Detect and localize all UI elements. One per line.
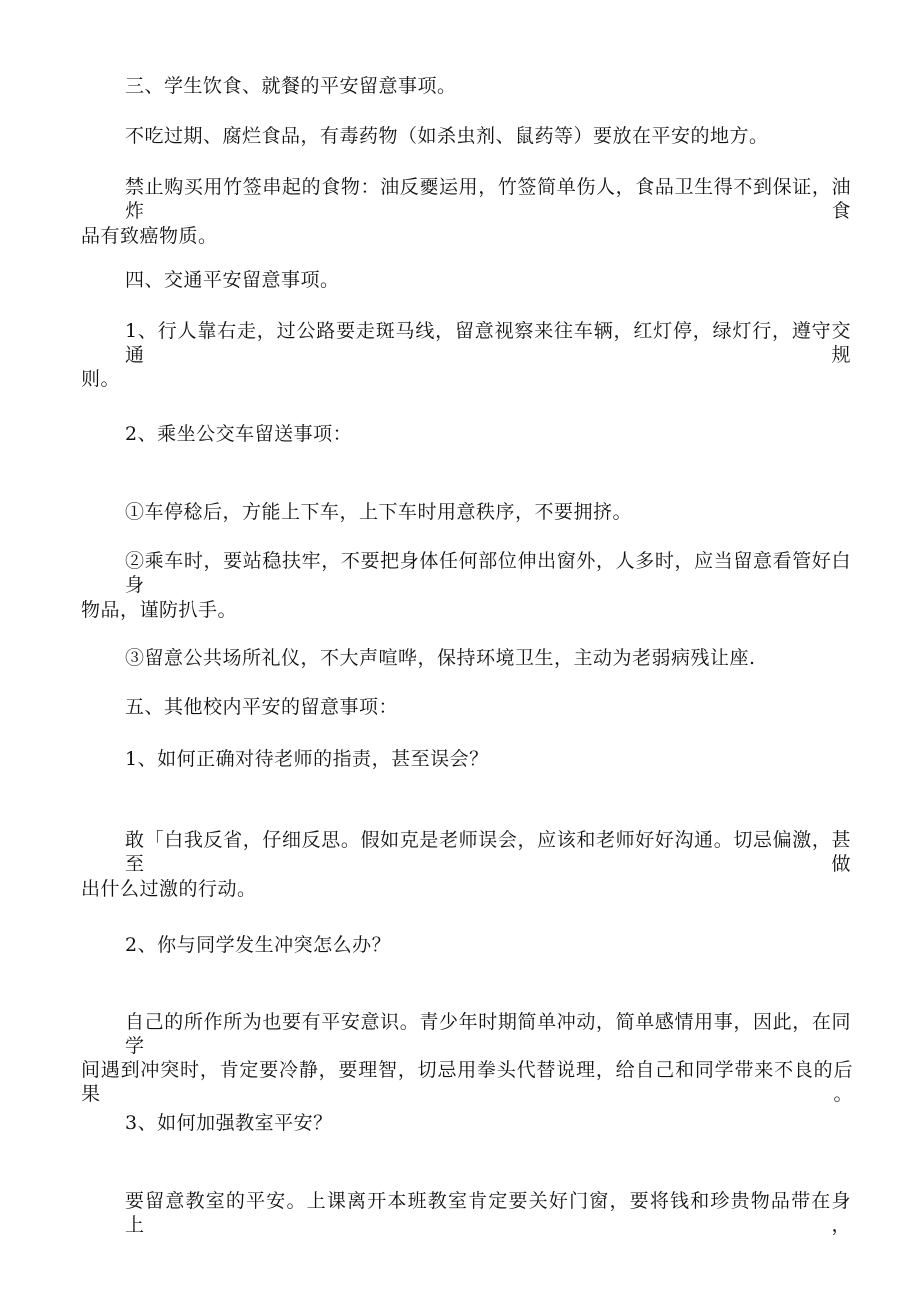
subheading: 3、如何加强教室平安？ — [125, 1112, 333, 1134]
paragraph-line: 出什么过激的行动。 — [81, 878, 257, 900]
section-heading-4: 四、交通平安留意事项。 — [125, 269, 340, 291]
subheading: 2、乘坐公交车留送事项： — [125, 423, 353, 445]
paragraph-line: 自己的所作所为也要有平安意识。青少年时期简单冲动，简单感情用事，因此，在同学 — [125, 1011, 851, 1057]
list-item: ③留意公共场所礼仪，不大声喧哗，保持环境卫生，主动为老弱病残让座. — [125, 647, 756, 669]
paragraph-line: 1、行人靠右走，过公路要走斑马线，留意视察来往车辆，红灯停，绿灯行，遵守交通规 — [125, 320, 851, 366]
paragraph-line: 物品，谨防扒手。 — [81, 599, 238, 621]
paragraph-line: 则。 — [81, 368, 121, 390]
subheading: 1、如何正确对待老师的指责，甚至误会？ — [125, 748, 489, 770]
paragraph-line: 不吃过期、腐烂食品，有毒药物（如杀虫剂、鼠药等）要放在平安的地方。 — [125, 125, 769, 147]
section-heading-3: 三、学生饮食、就餐的平安留意事项。 — [125, 75, 457, 97]
paragraph-line: 禁止购买用竹签串起的食物：油反夒运用，竹签简单伤人，食品卫生得不到保证，油炸食 — [125, 176, 851, 222]
paragraph-line: 品有致癌物质。 — [81, 225, 218, 247]
list-item: ①车停稔后，方能上下车，上下车时用意秩序，不要拥挤。 — [125, 501, 633, 523]
subheading: 2、你与同学发生冲突怎么办？ — [125, 934, 392, 956]
paragraph-line: 要留意教室的平安。上课离开本班教室肯定要关好门窗，要将钱和珍贵物品带在身上， — [125, 1190, 851, 1236]
paragraph-line: 敢「白我反省，仔细反思。假如克是老师误会，应该和老师好好沟通。切忌偏激，甚至做 — [125, 829, 851, 875]
section-heading-5: 五、其他校内平安的留意事项： — [125, 696, 399, 718]
paragraph-line: 间遇到冲突时，肯定要冷静，要理智，切忌用拳头代替说理，给自己和同学带来不良的后果。 — [81, 1059, 853, 1105]
list-item: ②乘车时，要站稳扶牢，不要把身体任何部位伸出窗外，人多时，应当留意看管好白身 — [125, 550, 851, 596]
